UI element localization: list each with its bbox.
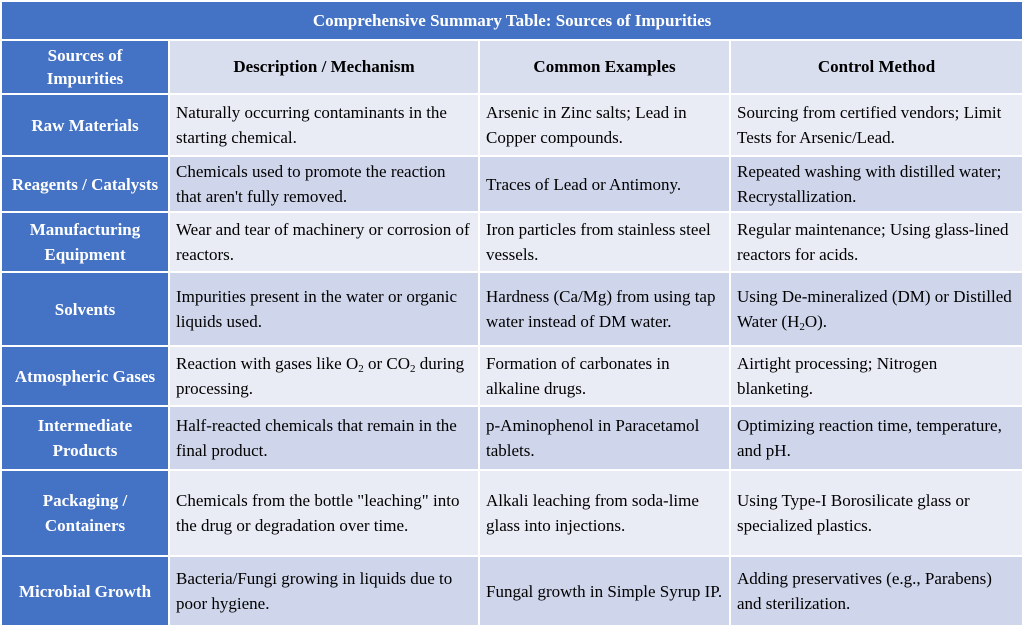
column-header-control: Control Method (730, 40, 1023, 94)
row-examples: p-Aminophenol in Paracetamol tablets. (479, 406, 730, 470)
table-row (1, 272, 1023, 346)
table-row (1, 212, 1023, 272)
description-text-part: Reaction with gases like O (176, 354, 359, 373)
row-examples: Alkali leaching from soda-lime glass into injections. (479, 470, 730, 556)
row-control: Adding preservatives (e.g., Parabens) and sterilization. (730, 556, 1023, 626)
row-examples: Fungal growth in Simple Syrup IP. (479, 556, 730, 626)
row-description: Wear and tear of machinery or corrosion of reactors. (169, 212, 479, 272)
row-examples: Iron particles from stainless steel vessels. (479, 212, 730, 272)
table-title-row (1, 1, 1023, 40)
row-description: Naturally occurring contaminants in the starting chemical. (169, 94, 479, 156)
row-control: Regular maintenance; Using glass-lined reactors for acids. (730, 212, 1023, 272)
row-control (730, 272, 1023, 346)
row-source: Microbial Growth (1, 556, 169, 626)
row-examples: Formation of carbonates in alkaline drugs. (479, 346, 730, 406)
row-source: Raw Materials (1, 94, 169, 156)
row-description: Chemicals used to promote the reaction that aren't fully removed. (169, 156, 479, 212)
subscript-2: 2 (799, 321, 805, 333)
row-control: Airtight processing; Nitrogen blanketing. (730, 346, 1023, 406)
description-text-part: or CO (363, 354, 411, 373)
table-row (1, 94, 1023, 156)
row-source: Solvents (1, 272, 169, 346)
table-header-row (1, 40, 1023, 94)
row-description: Half-reacted chemicals that remain in the final product. (169, 406, 479, 470)
row-control: Using Type-I Borosilicate glass or specialized plastics. (730, 470, 1023, 556)
row-examples: Arsenic in Zinc salts; Lead in Copper compounds. (479, 94, 730, 156)
row-description: Bacteria/Fungi growing in liquids due to poor hygiene. (169, 556, 479, 626)
table-row (1, 406, 1023, 470)
column-header-description: Description / Mechanism (169, 40, 479, 94)
row-control: Repeated washing with distilled water; Recrystallization. (730, 156, 1023, 212)
row-control: Sourcing from certified vendors; Limit Tests for Arsenic/Lead. (730, 94, 1023, 156)
row-description: Chemicals from the bottle "leaching" into the drug or degradation over time. (169, 470, 479, 556)
row-source: Intermediate Products (1, 406, 169, 470)
table-row (1, 346, 1023, 406)
table-row (1, 556, 1023, 626)
row-source: Reagents / Catalysts (1, 156, 169, 212)
column-header-examples: Common Examples (479, 40, 730, 94)
row-examples: Hardness (Ca/Mg) from using tap water instead of DM water. (479, 272, 730, 346)
control-text-part: O). (804, 312, 828, 331)
description-text-part: during processing. (176, 354, 465, 398)
row-control: Optimizing reaction time, temperature, and pH. (730, 406, 1023, 470)
row-description: Impurities present in the water or organic liquids used. (169, 272, 479, 346)
control-text-part: Using De-mineralized (DM) or Distilled Water (H (737, 287, 1012, 331)
subscript-2: 2 (410, 363, 416, 375)
row-description (169, 346, 479, 406)
row-source: Atmospheric Gases (1, 346, 169, 406)
row-source: Manufacturing Equipment (1, 212, 169, 272)
table-row (1, 470, 1023, 556)
row-source: Packaging / Containers (1, 470, 169, 556)
row-examples: Traces of Lead or Antimony. (479, 156, 730, 212)
table-row (1, 156, 1023, 212)
subscript-2: 2 (358, 363, 364, 375)
table-title: Comprehensive Summary Table: Sources of Impurities (1, 1, 1023, 40)
column-header-sources: Sources of Impurities (1, 40, 169, 94)
